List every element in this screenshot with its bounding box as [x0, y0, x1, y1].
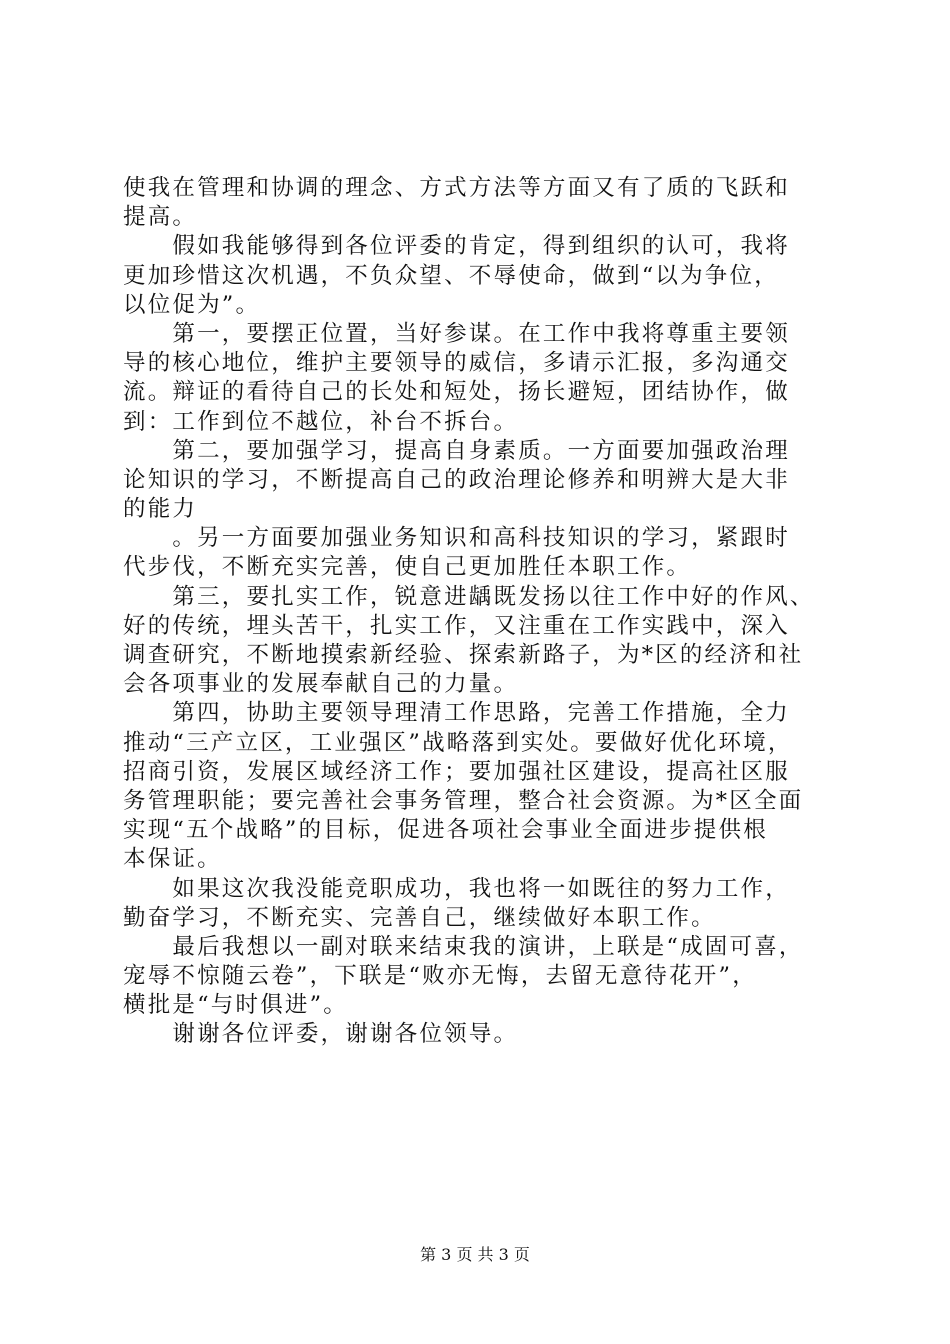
- text-line: 到：工作到位不越位，补台不拆台。: [123, 408, 519, 435]
- text-line: 第四，协助主要领导理清工作思路，完善工作措施，全力: [123, 700, 790, 727]
- text-line: 招商引资，发展区域经济工作；要加强社区建设，提高社区服: [123, 758, 790, 785]
- text-line: 假如我能够得到各位评委的肯定，得到组织的认可，我将: [123, 233, 790, 260]
- text-line: 如果这次我没能竞职成功，我也将一如既往的努力工作，: [123, 875, 790, 902]
- text-line: 提高。: [123, 204, 198, 231]
- text-line: 的能力: [123, 496, 198, 523]
- text-line: 最后我想以一副对联来结束我的演讲，上联是“成固可喜，: [123, 933, 804, 960]
- text-line: 更加珍惜这次机遇，不负众望、不辱使命，做到“以为争位，: [123, 262, 779, 289]
- text-line: 第三，要扎实工作，锐意进龋既发扬以往工作中好的作风、: [123, 583, 815, 610]
- text-line: 代步伐，不断充实完善，使自己更加胜任本职工作。: [123, 554, 692, 581]
- text-line: 以位促为”。: [123, 291, 261, 318]
- text-line: 会各项事业的发展奉献自己的力量。: [123, 671, 519, 698]
- body-text: [123, 174, 843, 1050]
- text-line: 第一，要摆正位置，当好参谋。在工作中我将尊重主要领: [123, 320, 790, 347]
- text-line: 勤奋学习，不断充实、完善自己，继续做好本职工作。: [123, 904, 716, 931]
- text-line: 。另一方面要加强业务知识和高科技知识的学习，紧跟时: [123, 525, 790, 552]
- text-line: 推动“三产立区，工业强区”战略落到实处。要做好优化环境，: [123, 729, 793, 756]
- text-line: 谢谢各位评委，谢谢各位领导。: [123, 1021, 519, 1048]
- page-number-footer: 第 3 页 共 3 页: [420, 1245, 530, 1264]
- text-line: 调查研究，不断地摸索新经验、探索新路子，为*区的经济和社: [123, 642, 804, 668]
- text-line: 本保证。: [123, 846, 222, 873]
- text-line: 导的核心地位，维护主要领导的威信，多请示汇报，多沟通交: [123, 350, 790, 377]
- text-line: 实现“五个战略”的目标，促进各项社会事业全面进步提供根: [123, 817, 768, 844]
- text-line: 第二，要加强学习，提高自身素质。一方面要加强政治理: [123, 437, 790, 464]
- text-line: 好的传统，埋头苦干，扎实工作，又注重在工作实践中，深入: [123, 612, 790, 639]
- text-line: 使我在管理和协调的理念、方式方法等方面又有了质的飞跃和: [123, 175, 790, 201]
- text-line: 横批是“与时俱进”。: [123, 992, 349, 1019]
- text-line: 务管理职能；要完善社会事务管理，整合社会资源。为*区全面: [123, 787, 804, 814]
- text-line: 宠辱不惊随云卷”，下联是“败亦无悔，去留无意待花开”，: [123, 963, 757, 990]
- text-line: 流。辩证的看待自己的长处和短处，扬长避短，团结协作，做: [123, 379, 790, 406]
- text-line: 论知识的学习，不断提高自己的政治理论修养和明辨大是大非: [123, 466, 790, 493]
